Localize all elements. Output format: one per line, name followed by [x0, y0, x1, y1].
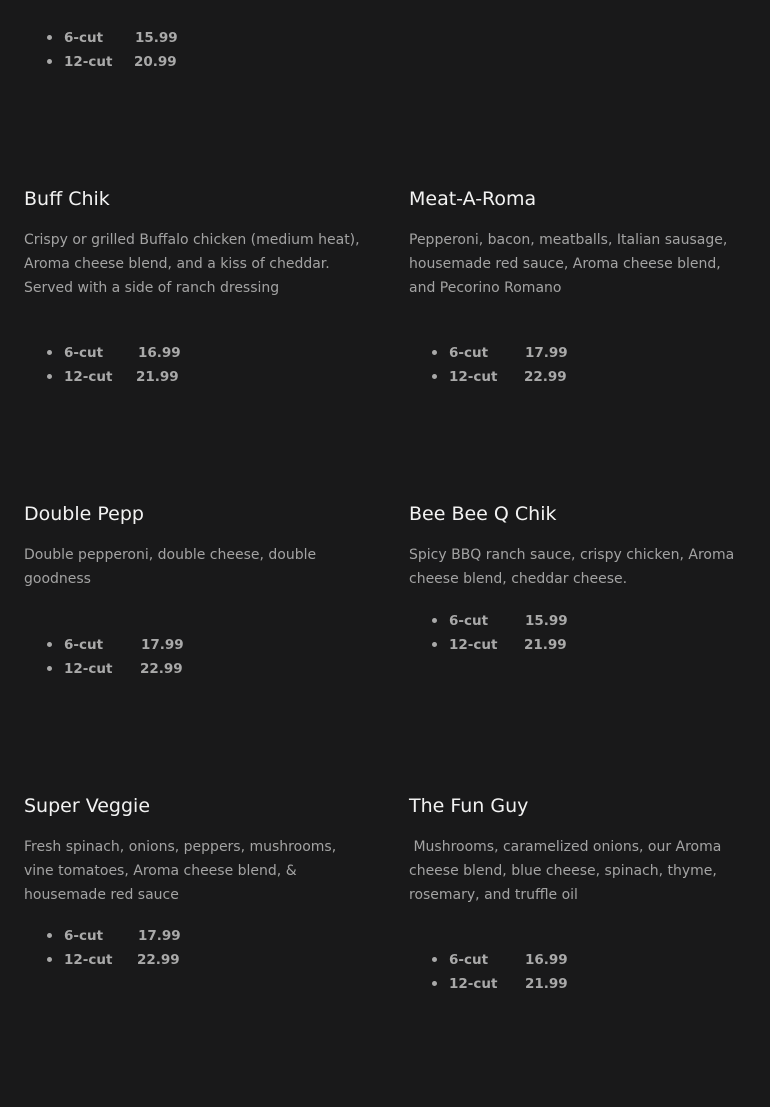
price-value: 21.99 [524, 637, 567, 653]
price-value: 15.99 [525, 613, 568, 629]
item-title: Buff Chik [24, 188, 110, 210]
bullet-icon [47, 957, 52, 962]
cut-size: 6-cut [64, 345, 104, 361]
price-value: 16.99 [138, 345, 181, 361]
cut-size: 6-cut [449, 345, 489, 361]
cut-size: 6-cut [64, 928, 104, 944]
price-value: 16.99 [525, 952, 568, 968]
item-title: Double Pepp [24, 503, 144, 525]
price-value: 21.99 [525, 976, 568, 992]
cut-size: 6-cut [449, 952, 489, 968]
item-title: Bee Bee Q Chik [409, 503, 557, 525]
cut-size: 12-cut [64, 369, 113, 385]
bullet-icon [47, 59, 52, 64]
menu-item-super-veggie [24, 794, 369, 907]
cut-size: 12-cut [449, 637, 498, 653]
bullet-icon [47, 350, 52, 355]
bullet-icon [47, 642, 52, 647]
item-description: Double pepperoni, double cheese, double goodness [24, 547, 317, 587]
menu-item-buff-chik [24, 187, 369, 300]
bullet-icon [432, 350, 437, 355]
item-description: Spicy BBQ ranch sauce, crispy chicken, Aroma cheese blend, cheddar cheese. [409, 547, 735, 587]
cut-size: 12-cut [64, 952, 113, 968]
bullet-icon [47, 933, 52, 938]
cut-size: 6-cut [449, 613, 489, 629]
bullet-icon [432, 981, 437, 986]
menu-item-double-pepp [24, 502, 369, 591]
menu-item-the-fun-guy [409, 794, 754, 907]
cut-size: 6-cut [64, 30, 104, 46]
cut-size: 12-cut [64, 54, 113, 70]
cut-size: 12-cut [449, 976, 498, 992]
cut-size: 12-cut [64, 661, 113, 677]
price-value: 21.99 [136, 369, 179, 385]
price-value: 22.99 [524, 369, 567, 385]
item-description: Mushrooms, caramelized onions, our Aroma cheese blend, blue cheese, spinach, thyme, rosemary, and truffle oil [409, 839, 726, 903]
item-description: Crispy or grilled Buffalo chicken (medium heat), Aroma cheese blend, and a kiss of cheddar. Served with a side of ranch dressing [24, 232, 360, 296]
price-value: 17.99 [141, 637, 184, 653]
price-value: 20.99 [134, 54, 177, 70]
bullet-icon [432, 957, 437, 962]
price-value: 22.99 [137, 952, 180, 968]
item-description: Fresh spinach, onions, peppers, mushrooms, vine tomatoes, Aroma cheese blend, & housemade red sauce [24, 839, 337, 903]
price-value: 17.99 [138, 928, 181, 944]
menu-item-meat-a-roma [409, 187, 754, 300]
price-value: 17.99 [525, 345, 568, 361]
bullet-icon [432, 618, 437, 623]
menu-item-bee-bee-q-chik [409, 502, 754, 591]
bullet-icon [432, 642, 437, 647]
bullet-icon [47, 35, 52, 40]
item-description: Pepperoni, bacon, meatballs, Italian sausage, housemade red sauce, Aroma cheese blend, and Pecorino Romano [409, 232, 728, 296]
cut-size: 6-cut [64, 637, 104, 653]
price-value: 15.99 [135, 30, 178, 46]
bullet-icon [432, 374, 437, 379]
bullet-icon [47, 374, 52, 379]
cut-size: 12-cut [449, 369, 498, 385]
item-title: The Fun Guy [409, 795, 529, 817]
item-title: Meat-A-Roma [409, 188, 537, 210]
price-value: 22.99 [140, 661, 183, 677]
item-title: Super Veggie [24, 795, 151, 817]
bullet-icon [47, 666, 52, 671]
